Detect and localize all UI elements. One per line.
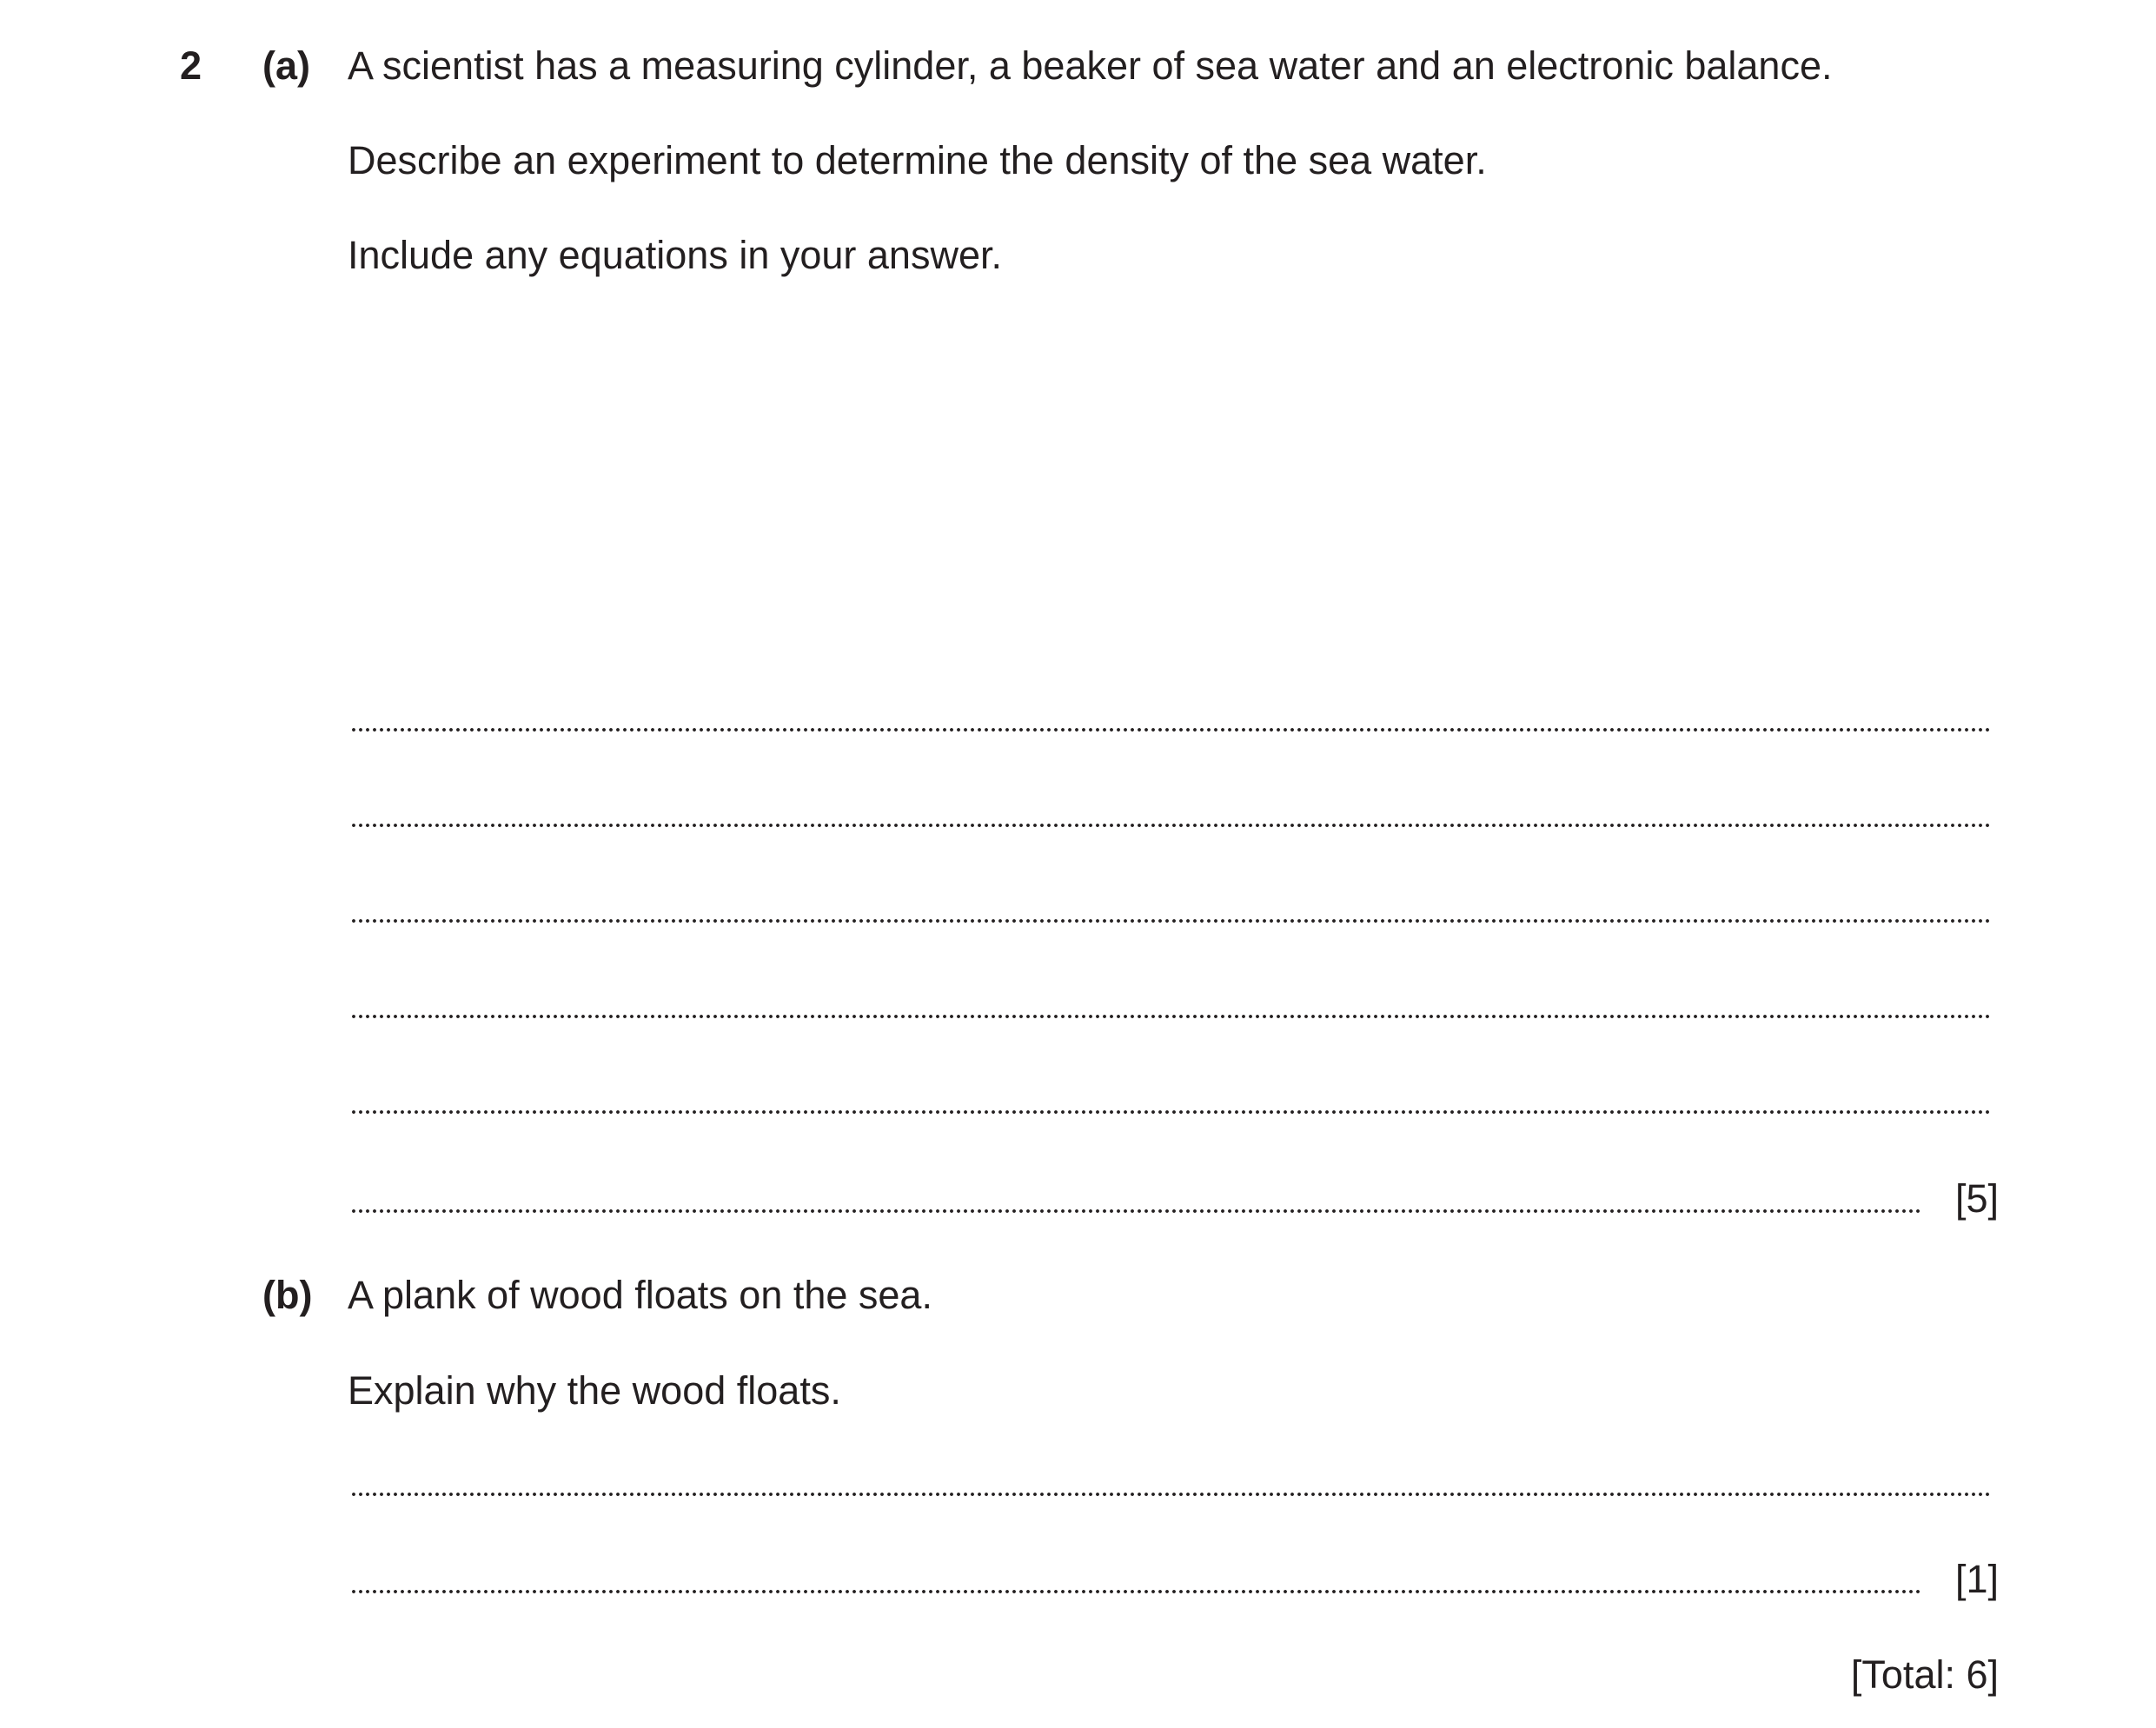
- answer-line-a-1[interactable]: [350, 728, 1993, 732]
- part-a-note: Include any equations in your answer.: [348, 233, 1002, 277]
- answer-line-a-5[interactable]: [350, 1110, 1993, 1114]
- answer-line-a-6[interactable]: [350, 1209, 1923, 1213]
- answer-line-a-2[interactable]: [350, 824, 1993, 827]
- part-b-mark: [1]: [1954, 1557, 1999, 1601]
- answer-line-b-2[interactable]: [350, 1590, 1923, 1593]
- part-b-instruction: Explain why the wood floats.: [348, 1368, 841, 1413]
- part-a-stem: A scientist has a measuring cylinder, a beaker of sea water and an electronic balance.: [348, 43, 1833, 88]
- part-a-instruction: Describe an experiment to determine the density of the sea water.: [348, 138, 1487, 182]
- answer-line-b-1[interactable]: [350, 1493, 1993, 1496]
- total-marks: [Total: 6]: [1850, 1652, 1999, 1697]
- part-a-mark: [5]: [1954, 1176, 1999, 1221]
- question-number: 2: [180, 43, 202, 88]
- part-b-label: (b): [262, 1273, 313, 1317]
- part-b-stem: A plank of wood floats on the sea.: [348, 1273, 932, 1317]
- answer-line-a-3[interactable]: [350, 919, 1993, 923]
- part-a-label: (a): [262, 43, 310, 88]
- answer-line-a-4[interactable]: [350, 1015, 1993, 1018]
